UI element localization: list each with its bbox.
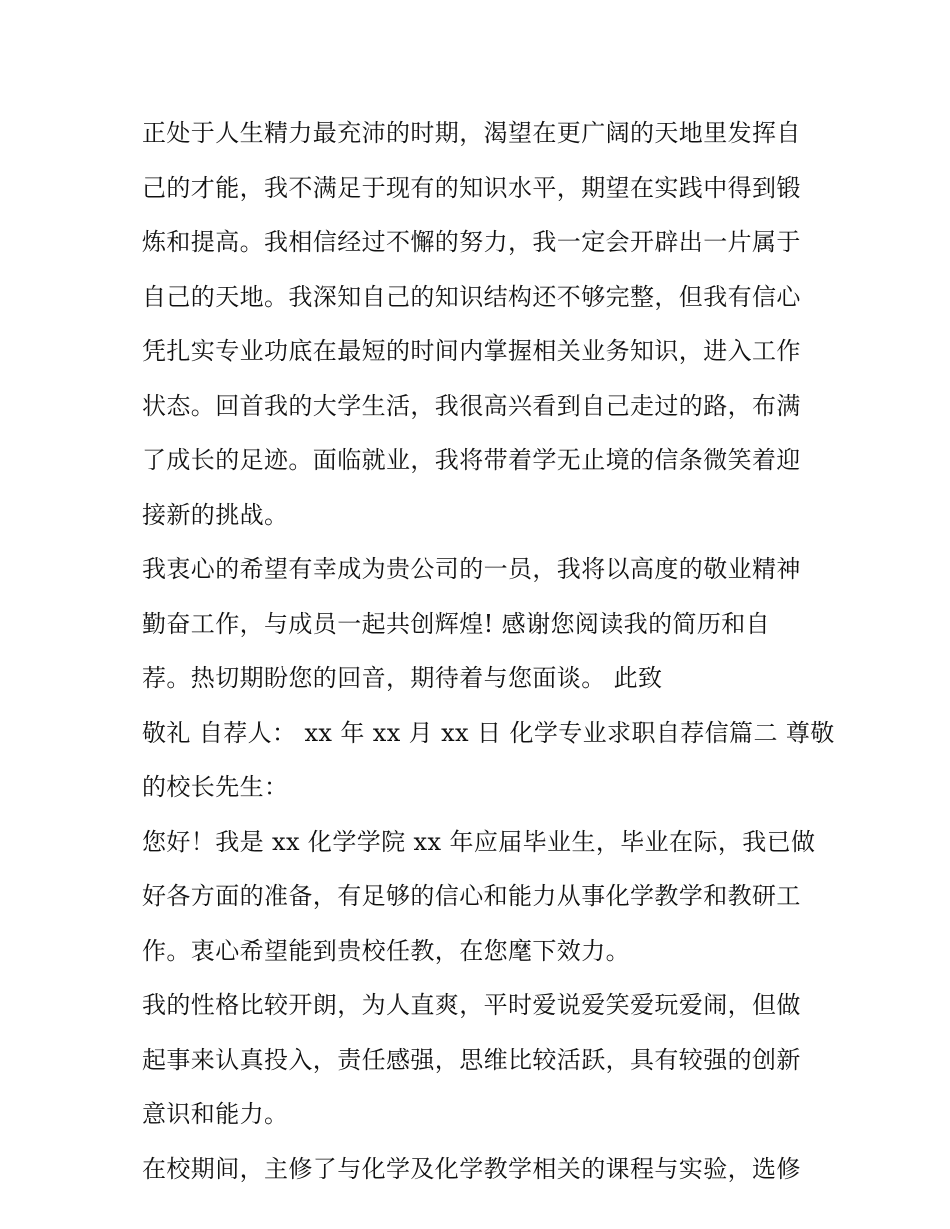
text-line: 己的才能，我不满足于现有的知识水平，期望在实践中得到锻	[142, 173, 801, 202]
text-line: 正处于人生精力最充沛的时期，渴望在更广阔的天地里发挥自	[142, 119, 801, 147]
text-line: 的校长先生：	[142, 773, 289, 801]
text-line: 炼和提高。我相信经过不懈的努力，我一定会开辟出一片属于	[142, 228, 801, 256]
letter-body	[142, 106, 835, 1196]
text-line: 接新的挑战。	[142, 500, 289, 529]
text-line: 我衷心的希望有幸成为贵公司的一员，我将以高度的敬业精神	[142, 555, 801, 583]
text-line: 起事来认真投入，责任感强，思维比较活跃，具有较强的创新	[142, 1045, 801, 1074]
text-line: 我的性格比较开朗，为人直爽，平时爱说爱笑爱玩爱闹，但做	[142, 991, 801, 1019]
text-line: 自己的天地。我深知自己的知识结构还不够完整，但我有信心	[142, 282, 801, 311]
text-line: 作。衷心希望能到贵校任教，在您麾下效力。	[142, 936, 630, 965]
text-line: 勤奋工作，与成员一起共创辉煌! 感谢您阅读我的简历和自	[142, 609, 771, 638]
text-line: 荐。热切期盼您的回音，期待着与您面谈。 此致	[142, 664, 663, 692]
text-line: 了成长的足迹。面临就业，我将带着学无止境的信条微笑着迎	[142, 446, 801, 474]
text-line: 在校期间，主修了与化学及化学教学相关的课程与实验，选修	[142, 1154, 801, 1183]
text-line: 凭扎实专业功底在最短的时间内掌握相关业务知识，进入工作	[142, 337, 801, 365]
text-line: 好各方面的准备，有足够的信心和能力从事化学教学和教研工	[142, 882, 801, 910]
text-line: 意识和能力。	[142, 1100, 289, 1128]
text-line: 敬礼 自荐人： xx 年 xx 月 xx 日 化学专业求职自荐信篇二 尊敬	[142, 718, 835, 747]
text-line: 您好！我是 xx 化学学院 xx 年应届毕业生，毕业在际，我已做	[142, 827, 816, 856]
text-line: 状态。回首我的大学生活，我很高兴看到自己走过的路，布满	[142, 391, 801, 420]
